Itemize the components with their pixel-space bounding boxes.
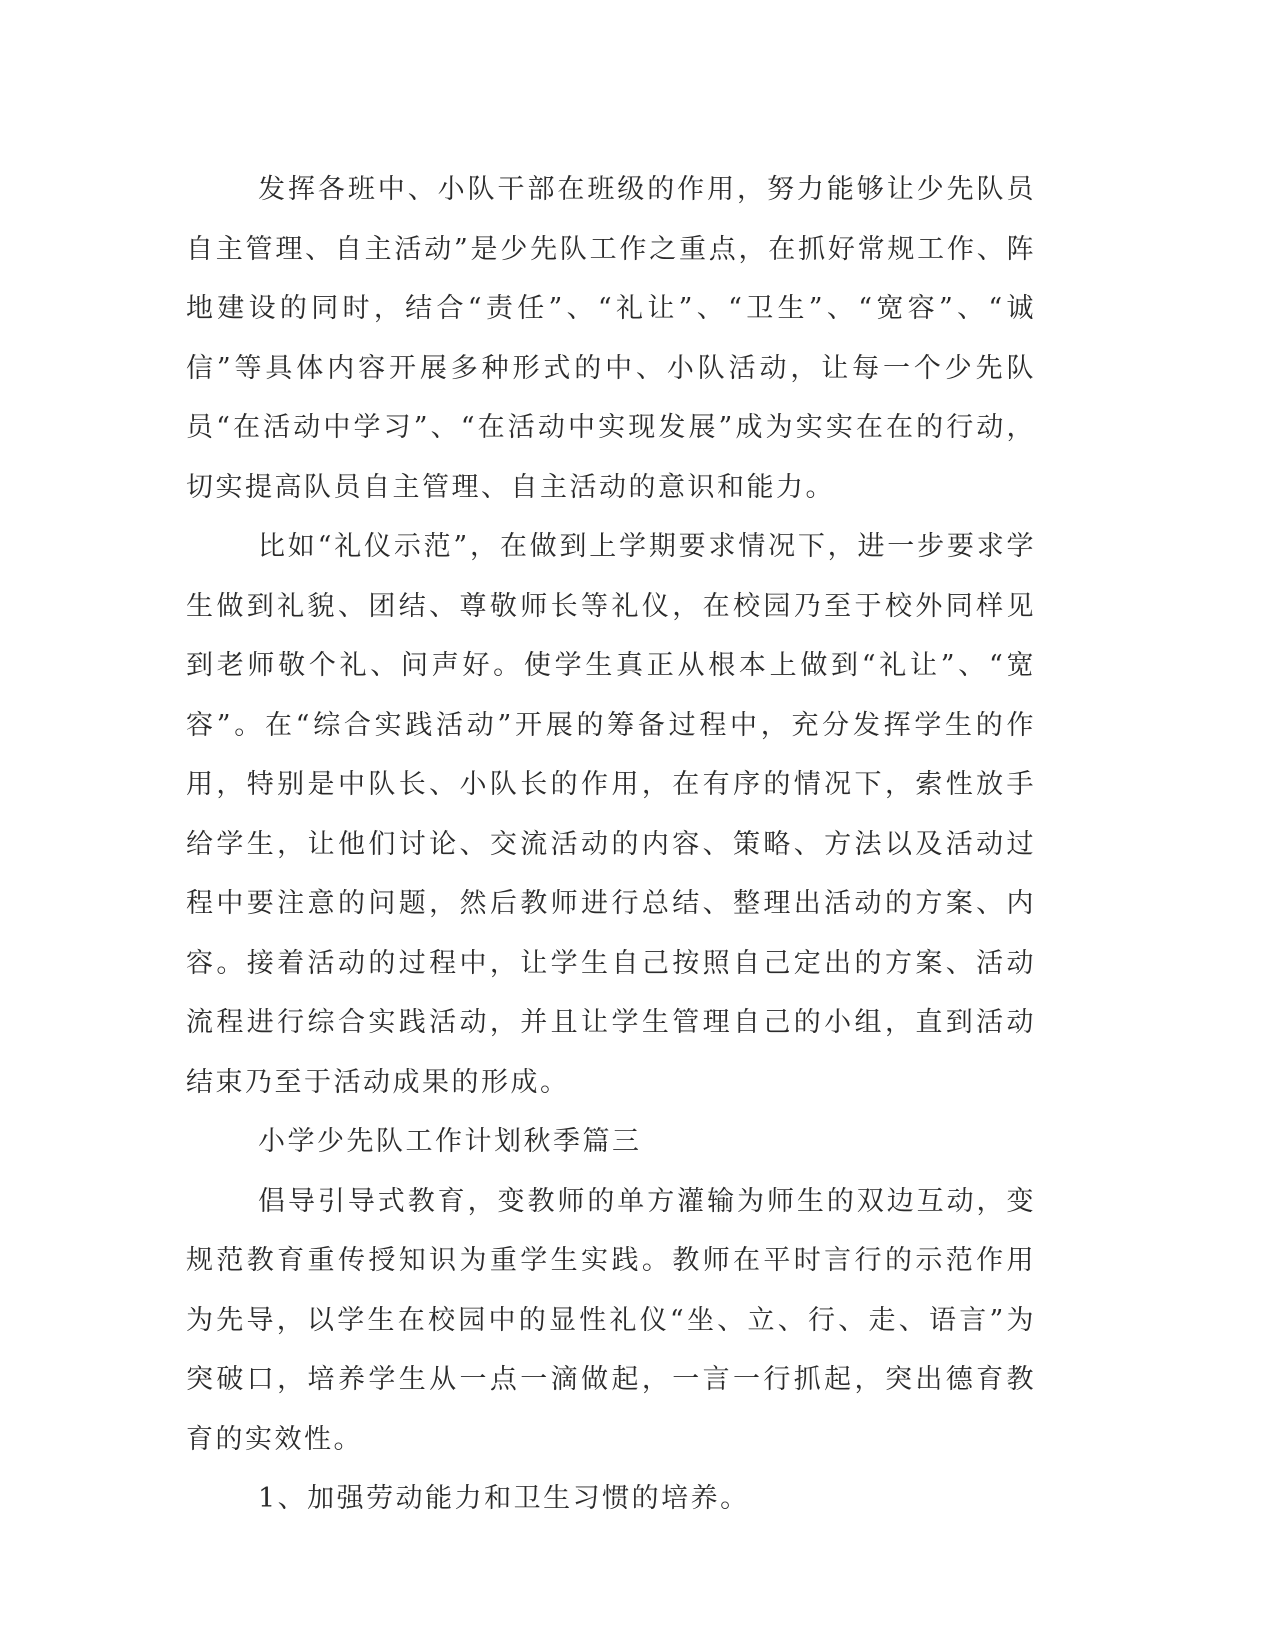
section-heading: 小学少先队工作计划秋季篇三: [258, 1126, 642, 1157]
paragraph-etiquette-example: 比如“礼仪示范”，在做到上学期要求情况下，进一步要求学生做到礼貌、团结、尊敬师长等礼仪，在校园乃至于校外同样见到老师敬个礼、问声好。使学生真正从根本上做到“礼让”、“宽容”。在“综合实践活动”开展的筹备过程中，充分发挥学生的作用，特别是中队长、小队长的作用，在有序的情况下，索性放手给学生，让他们讨论、交流活动的内容、策略、方法以及活动过程中要注意的问题，然后教师进行总结、整理出活动的方案、内容。接着活动的过程中，让学生自己按照自己定出的方案、活动流程进行综合实践活动，并且让学生管理自己的小组，直到活动结束乃至于活动成果的形成。: [186, 531, 1036, 1098]
document-page: [186, 160, 1036, 1529]
paragraph-student-self-management: 发挥各班中、小队干部在班级的作用，努力能够让少先队员自主管理、自主活动”是少先队工作之重点，在抓好常规工作、阵地建设的同时，结合“责任”、“礼让”、“卫生”、“宽容”、“诚信”等具体内容开展多种形式的中、小队活动，让每一个少先队员“在活动中学习”、“在活动中实现发展”成为实实在在的行动，切实提高队员自主管理、自主活动的意识和能力。: [186, 174, 1036, 503]
paragraph-guided-education: 倡导引导式教育，变教师的单方灌输为师生的双边互动，变规范教育重传授知识为重学生实践。教师在平时言行的示范作用为先导，以学生在校园中的显性礼仪“坐、立、行、走、语言”为突破口，培养学生从一点一滴做起，一言一行抓起，突出德育教育的实效性。: [186, 1185, 1036, 1455]
list-item-labor-hygiene: 1、加强劳动能力和卫生习惯的培养。: [258, 1483, 750, 1514]
